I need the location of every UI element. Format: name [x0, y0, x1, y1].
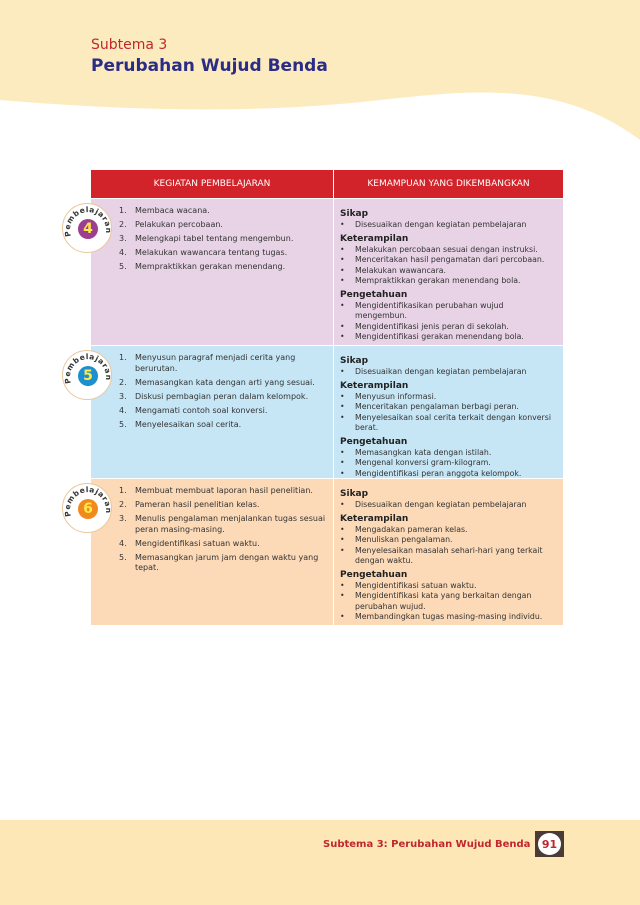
page-number: 91 [538, 833, 561, 855]
activity-item [119, 553, 327, 574]
skill-list [340, 448, 557, 480]
page-title: Perubahan Wujud Benda [91, 56, 328, 76]
activity-item [119, 392, 327, 403]
activity-text: Memasangkan kata dengan arti yang sesuai. [135, 377, 315, 387]
section-title: Sikap [340, 489, 369, 499]
skill-item [340, 402, 557, 413]
skill-item [340, 220, 557, 231]
section-title: Pengetahuan [340, 289, 408, 300]
skill-text: Disesuaikan dengan kegiatan pembelajaran [355, 500, 527, 509]
item-number: 5. [119, 262, 127, 271]
lesson-badge [62, 203, 112, 253]
activity-text: Menulis pengalaman menjalankan tugas sesuai peran masing-masing. [135, 514, 326, 534]
item-number: 5. [119, 419, 127, 429]
bullet-icon: • [340, 580, 345, 590]
activity-item [119, 206, 327, 217]
section-title: Keterampilan [340, 380, 409, 391]
skill-item [340, 266, 557, 277]
skill-item [340, 367, 557, 378]
bullet-icon: • [340, 535, 345, 544]
skill-text: Memasangkan kata dengan istilah. [355, 447, 492, 457]
activity-item [119, 353, 327, 374]
item-number: 1. [119, 486, 127, 495]
item-number: 2. [119, 377, 127, 387]
skill-item [340, 500, 557, 511]
section-title: Keterampilan [340, 233, 409, 244]
section-title: Keterampilan [340, 513, 409, 524]
skill-text: Menyelesaikan soal cerita terkait dengan konversi berat. [355, 412, 551, 432]
skill-list [340, 220, 557, 231]
skill-item [340, 392, 557, 403]
skill-text: Mengidentifikasi gerakan menendang bola. [355, 332, 524, 341]
skill-item [340, 525, 557, 536]
table-row [63, 345, 563, 478]
skill-item [340, 591, 557, 612]
skill-item [340, 546, 557, 567]
activity-text: Mengidentifikasi satuan waktu. [135, 538, 260, 548]
skill-text: Melakukan percobaan sesuai dengan instruksi. [355, 244, 538, 254]
activity-item [119, 220, 327, 231]
section-title: Sikap [340, 356, 369, 366]
skill-text: Mengidentifikasi jenis peran di sekolah. [355, 321, 509, 331]
subtheme-label: Subtema 3 [91, 37, 168, 53]
skill-item [340, 332, 557, 343]
activity-text: Mengamati contoh soal konversi. [135, 405, 268, 415]
item-number: 3. [119, 514, 127, 523]
activity-text: Mempraktikkan gerakan menendang. [135, 262, 286, 271]
bullet-icon: • [340, 468, 345, 478]
item-number: 1. [119, 353, 127, 362]
activity-text: Melengkapi tabel tentang mengembun. [135, 234, 294, 243]
lesson-number: 5 [78, 366, 98, 386]
activities-cell [63, 199, 334, 345]
item-number: 5. [119, 552, 127, 562]
skill-list [340, 301, 557, 343]
bullet-icon: • [340, 591, 345, 600]
item-number: 3. [119, 234, 127, 243]
bullet-icon: • [340, 300, 345, 310]
item-number: 3. [119, 391, 127, 401]
lesson-number: 6 [78, 499, 98, 519]
learning-table [63, 170, 563, 625]
skill-text: Mempraktikkan gerakan menendang bola. [355, 276, 521, 285]
bullet-icon: • [340, 220, 345, 229]
table-header [91, 170, 563, 198]
badge-label: Pembelajaran [63, 485, 113, 518]
bullet-icon: • [340, 255, 345, 264]
bullet-icon: • [340, 265, 345, 275]
skills-cell [334, 199, 563, 345]
bullet-icon: • [340, 447, 345, 457]
bullet-icon: • [340, 524, 345, 534]
item-number: 4. [119, 405, 127, 415]
skill-text: Mengenal konversi gram-kilogram. [355, 458, 491, 467]
item-number: 2. [119, 500, 127, 509]
skill-text: Mengadakan pameran kelas. [355, 524, 468, 534]
item-number: 4. [119, 538, 127, 548]
bullet-icon: • [340, 458, 345, 467]
activity-text: Menyelesaikan soal cerita. [135, 419, 242, 429]
skill-text: Menuliskan pengalaman. [355, 535, 453, 544]
activity-text: Pelakukan percobaan. [135, 220, 223, 229]
skill-text: Menyusun informasi. [355, 391, 437, 401]
skill-list [340, 245, 557, 287]
column-header-activities: KEGIATAN PEMBELAJARAN [91, 170, 334, 198]
activity-item [119, 234, 327, 245]
activity-text: Melakukan wawancara tentang tugas. [135, 248, 288, 257]
skill-item [340, 469, 557, 480]
bullet-icon: • [340, 545, 345, 555]
bullet-icon: • [340, 612, 345, 621]
bullet-icon: • [340, 412, 345, 422]
section-title: Sikap [340, 209, 369, 219]
skill-list [340, 367, 557, 378]
badge-label: Pembelajaran [63, 205, 113, 238]
activities-cell [63, 479, 334, 625]
skills-cell [334, 479, 563, 625]
skill-text: Mengidentifikasi satuan waktu. [355, 580, 477, 590]
activity-text: Membuat membuat laporan hasil penelitian. [135, 486, 313, 495]
skill-item [340, 276, 557, 287]
activity-list [119, 353, 327, 430]
activity-text: Menyusun paragraf menjadi cerita yang berurutan. [135, 353, 296, 373]
activity-list [119, 206, 327, 273]
activity-item [119, 262, 327, 273]
skill-text: Melakukan wawancara. [355, 265, 447, 275]
skill-text: Mengidentifikasikan perubahan wujud mengembun. [355, 300, 504, 320]
skill-item [340, 612, 557, 623]
bullet-icon: • [340, 402, 345, 411]
skill-list [340, 525, 557, 567]
activity-text: Memasangkan jarum jam dengan waktu yang tepat. [135, 552, 319, 572]
skill-item [340, 458, 557, 469]
table-row [63, 198, 563, 345]
bullet-icon: • [340, 244, 345, 254]
skill-text: Disesuaikan dengan kegiatan pembelajaran [355, 367, 527, 376]
activity-text: Diskusi pembagian peran dalam kelompok. [135, 391, 309, 401]
skills-cell [334, 346, 563, 478]
skill-list [340, 500, 557, 511]
skill-text: Mengidentifikasi peran anggota kelompok. [355, 468, 522, 478]
skill-item [340, 322, 557, 333]
skill-item [340, 301, 557, 322]
activity-item [119, 539, 327, 550]
bullet-icon: • [340, 391, 345, 401]
skill-item [340, 535, 557, 546]
activities-cell [63, 346, 334, 478]
activity-item [119, 486, 327, 497]
bullet-icon: • [340, 276, 345, 285]
activity-text: Membaca wacana. [135, 206, 210, 215]
skill-text: Disesuaikan dengan kegiatan pembelajaran [355, 220, 527, 229]
skill-item [340, 448, 557, 459]
activity-item [119, 378, 327, 389]
activity-text: Pameran hasil penelitian kelas. [135, 500, 260, 509]
skill-list [340, 392, 557, 434]
lesson-number: 4 [78, 219, 98, 239]
skill-text: Membandingkan tugas masing-masing individu. [355, 612, 543, 621]
lesson-badge [62, 483, 112, 533]
column-header-skills: KEMAMPUAN YANG DIKEMBANGKAN [367, 179, 530, 189]
table-row [63, 478, 563, 625]
skill-item [340, 581, 557, 592]
page-number-box [535, 831, 564, 857]
skill-text: Menceritakan pengalaman berbagi peran. [355, 402, 519, 411]
lesson-badge [62, 350, 112, 400]
item-number: 1. [119, 206, 127, 215]
bullet-icon: • [340, 332, 345, 341]
item-number: 4. [119, 248, 127, 257]
activity-item [119, 514, 327, 535]
bullet-icon: • [340, 500, 345, 509]
skill-item [340, 413, 557, 434]
section-title: Pengetahuan [340, 569, 408, 580]
badge-label: Pembelajaran [63, 352, 113, 385]
activity-item [119, 406, 327, 417]
activity-item [119, 248, 327, 259]
skill-text: Menceritakan hasil pengamatan dari percobaan. [355, 255, 545, 264]
footer-title: Subtema 3: Perubahan Wujud Benda [323, 839, 531, 850]
skill-list [340, 581, 557, 623]
skill-item [340, 255, 557, 266]
activity-item [119, 500, 327, 511]
skill-item [340, 245, 557, 256]
section-title: Pengetahuan [340, 436, 408, 447]
activity-list [119, 486, 327, 574]
activity-item [119, 420, 327, 431]
bullet-icon: • [340, 367, 345, 376]
skill-text: Mengidentifikasi kata yang berkaitan dengan perubahan wujud. [355, 591, 532, 611]
skill-text: Menyelesaikan masalah sehari-hari yang terkait dengan waktu. [355, 545, 543, 565]
item-number: 2. [119, 220, 127, 229]
bullet-icon: • [340, 321, 345, 331]
